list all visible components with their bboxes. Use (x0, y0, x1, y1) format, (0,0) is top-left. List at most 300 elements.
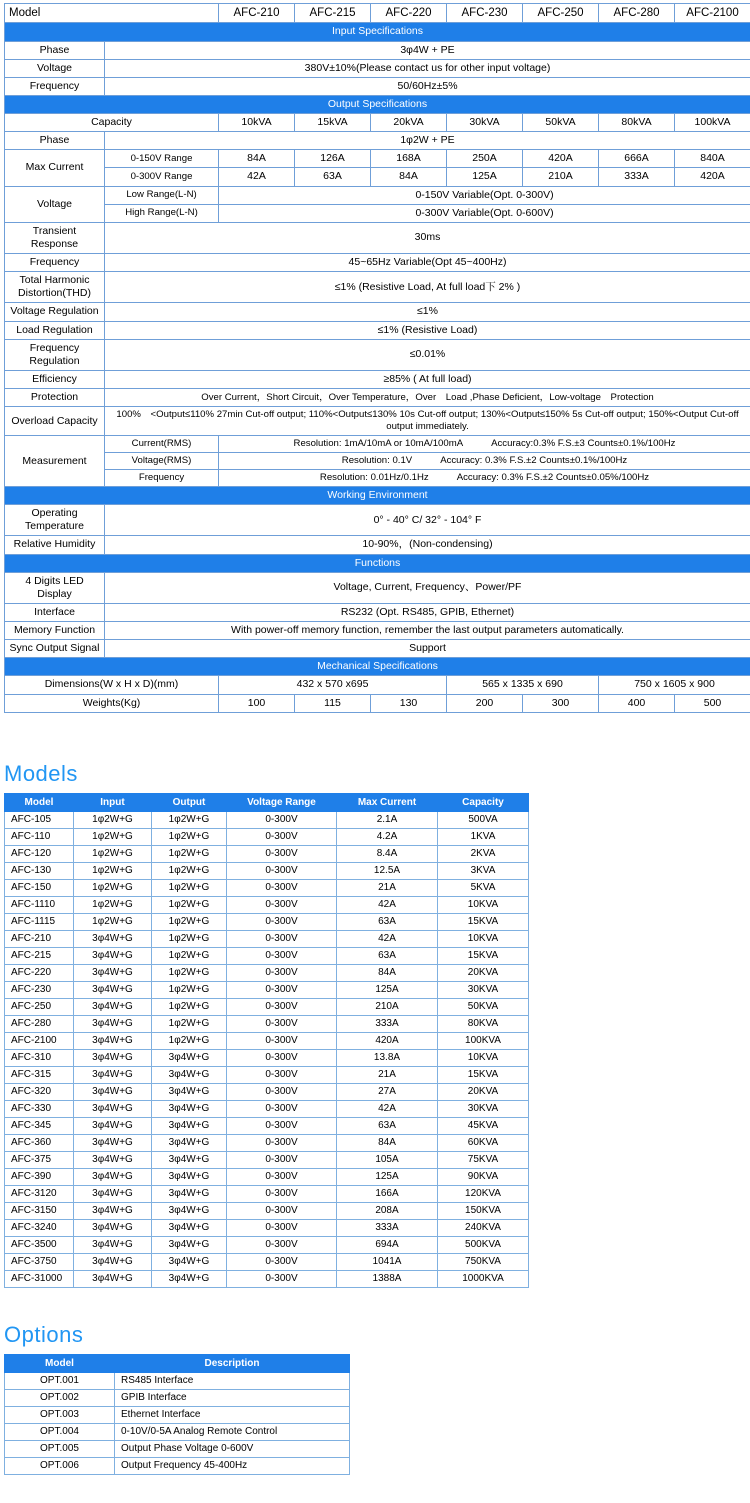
models-cell: AFC-215 (5, 947, 74, 964)
spec-header-model-5: AFC-280 (599, 4, 675, 23)
models-cell: 45KVA (438, 1117, 529, 1134)
spec-row-max-current (5, 150, 750, 168)
models-cell: 3φ4W+G (74, 1185, 152, 1202)
models-cell: AFC-2100 (5, 1032, 74, 1049)
spec-weight-value: 200 (447, 694, 523, 712)
models-cell: 105A (337, 1151, 438, 1168)
spec-row-max-current (5, 168, 750, 186)
models-cell: AFC-150 (5, 879, 74, 896)
models-cell: 3φ4W+G (152, 1117, 227, 1134)
spec-row-label: Frequency (5, 77, 105, 95)
spec-max-current-value: 84A (219, 150, 295, 168)
models-cell: 0-300V (227, 828, 337, 845)
options-model-cell: OPT.004 (5, 1423, 115, 1440)
measurement-resolution: Resolution: 1mA/10mA or 10mA/100mA (294, 438, 464, 449)
models-cell: 30KVA (438, 1100, 529, 1117)
measurement-accuracy: Accuracy: 0.3% F.S.±2 Counts±0.05%/100Hz (457, 472, 649, 483)
models-cell: 63A (337, 1117, 438, 1134)
spec-capacity-value: 10kVA (219, 114, 295, 132)
models-cell: AFC-210 (5, 930, 74, 947)
table-row (5, 1049, 529, 1066)
measurement-resolution: Resolution: 0.01Hz/0.1Hz (320, 472, 429, 483)
models-cell: 1φ2W+G (74, 879, 152, 896)
spec-row-label: Measurement (5, 436, 105, 487)
spec-row-value: 0-300V Variable(Opt. 0-600V) (219, 204, 750, 222)
spec-row-capacity (5, 114, 750, 132)
models-cell: 8.4A (337, 845, 438, 862)
options-description-cell: GPIB Interface (115, 1389, 350, 1406)
spec-row (5, 640, 750, 658)
models-cell: AFC-120 (5, 845, 74, 862)
models-cell: 1φ2W+G (74, 862, 152, 879)
spec-row-value (219, 453, 750, 470)
spec-row-measurement (5, 453, 750, 470)
models-cell: 0-300V (227, 947, 337, 964)
table-row (5, 1423, 350, 1440)
models-cell: 13.8A (337, 1049, 438, 1066)
models-cell: 3φ4W+G (74, 1270, 152, 1287)
models-cell: 1φ2W+G (152, 862, 227, 879)
models-cell: 0-300V (227, 845, 337, 862)
models-cell: 0-300V (227, 879, 337, 896)
spec-row-value: Over Current，Short Circuit，Over Temperature，Over Load ,Phase Deficient，Low-voltage Protection (105, 389, 750, 407)
spec-row (5, 222, 750, 253)
table-row (5, 947, 529, 964)
spec-row (5, 407, 750, 436)
section-functions-label: Functions (5, 554, 750, 572)
models-cell: 3φ4W+G (152, 1236, 227, 1253)
models-cell: AFC-105 (5, 811, 74, 828)
spec-row-label: Frequency Regulation (5, 339, 105, 370)
spec-row (5, 603, 750, 621)
spec-row-label: Capacity (5, 114, 219, 132)
models-cell: 84A (337, 1134, 438, 1151)
models-cell: 0-300V (227, 1253, 337, 1270)
models-cell: 3φ4W+G (152, 1253, 227, 1270)
spec-row-sublabel: Current(RMS) (105, 436, 219, 453)
models-cell: 80KVA (438, 1015, 529, 1032)
spec-max-current-value: 420A (675, 168, 750, 186)
models-cell: 90KVA (438, 1168, 529, 1185)
spec-row-label: Interface (5, 603, 105, 621)
spec-row-label: Weights(Kg) (5, 694, 219, 712)
models-cell: 1φ2W+G (152, 828, 227, 845)
models-cell: 27A (337, 1083, 438, 1100)
models-cell: 20KVA (438, 1083, 529, 1100)
models-cell: 3φ4W+G (152, 1219, 227, 1236)
models-cell: 3φ4W+G (74, 1083, 152, 1100)
spec-row-value: 50/60Hz±5% (105, 77, 750, 95)
models-cell: AFC-345 (5, 1117, 74, 1134)
spec-row-sublabel: Frequency (105, 470, 219, 487)
models-col-header-5: Capacity (438, 793, 529, 811)
spec-row-label: Max Current (5, 150, 105, 186)
models-cell: 42A (337, 930, 438, 947)
spec-max-current-value: 42A (219, 168, 295, 186)
models-cell: 10KVA (438, 930, 529, 947)
spec-header-model-1: AFC-215 (295, 4, 371, 23)
models-cell: 15KVA (438, 1066, 529, 1083)
spec-row (5, 254, 750, 272)
models-cell: AFC-3240 (5, 1219, 74, 1236)
options-description-cell: 0-10V/0-5A Analog Remote Control (115, 1423, 350, 1440)
spec-row-dimensions (5, 676, 750, 694)
spec-capacity-value: 20kVA (371, 114, 447, 132)
models-cell: AFC-375 (5, 1151, 74, 1168)
table-row (5, 964, 529, 981)
models-cell: 2.1A (337, 811, 438, 828)
spec-row-label: 4 Digits LED Display (5, 572, 105, 603)
section-mechanical-specifications-label: Mechanical Specifications (5, 658, 750, 676)
models-cell: 1041A (337, 1253, 438, 1270)
models-cell: 420A (337, 1032, 438, 1049)
options-model-cell: OPT.005 (5, 1440, 115, 1457)
models-cell: 0-300V (227, 1270, 337, 1287)
models-cell: 1φ2W+G (152, 981, 227, 998)
spec-row-sublabel: Voltage(RMS) (105, 453, 219, 470)
models-cell: AFC-130 (5, 862, 74, 879)
spec-dimensions-value: 432 x 570 x695 (219, 676, 447, 694)
spec-row-value: 1φ2W + PE (105, 132, 750, 150)
table-row (5, 811, 529, 828)
spec-max-current-value: 125A (447, 168, 523, 186)
spec-weight-value: 115 (295, 694, 371, 712)
spec-row (5, 339, 750, 370)
spec-capacity-value: 100kVA (675, 114, 750, 132)
models-cell: 3φ4W+G (152, 1083, 227, 1100)
models-cell: 3φ4W+G (152, 1100, 227, 1117)
models-cell: AFC-360 (5, 1134, 74, 1151)
models-cell: 15KVA (438, 947, 529, 964)
models-cell: 0-300V (227, 998, 337, 1015)
models-cell: 0-300V (227, 862, 337, 879)
table-row (5, 1151, 529, 1168)
models-cell: 0-300V (227, 1134, 337, 1151)
spec-row-measurement (5, 436, 750, 453)
models-cell: 1388A (337, 1270, 438, 1287)
models-cell: 1φ2W+G (152, 964, 227, 981)
models-cell: 12.5A (337, 862, 438, 879)
spec-row-sublabel: High Range(L-N) (105, 204, 219, 222)
spec-capacity-value: 15kVA (295, 114, 371, 132)
table-row (5, 1253, 529, 1270)
spec-row-value: ≥85% ( At full load) (105, 370, 750, 388)
spec-row-sublabel: 0-300V Range (105, 168, 219, 186)
options-model-cell: OPT.002 (5, 1389, 115, 1406)
measurement-accuracy: Accuracy: 0.3% F.S.±2 Counts±0.1%/100Hz (440, 455, 627, 466)
measurement-resolution: Resolution: 0.1V (342, 455, 412, 466)
table-row (5, 1066, 529, 1083)
models-cell: 1φ2W+G (152, 998, 227, 1015)
spec-capacity-value: 80kVA (599, 114, 675, 132)
spec-row-label: Total Harmonic Distortion(THD) (5, 272, 105, 303)
models-cell: AFC-330 (5, 1100, 74, 1117)
models-cell: 1φ2W+G (152, 947, 227, 964)
spec-row (5, 41, 750, 59)
models-cell: 0-300V (227, 1185, 337, 1202)
models-cell: 10KVA (438, 896, 529, 913)
models-cell: 1φ2W+G (152, 1015, 227, 1032)
section-input-specifications (5, 23, 750, 41)
table-row (5, 913, 529, 930)
spec-dimensions-value: 750 x 1605 x 900 (599, 676, 750, 694)
models-cell: 21A (337, 1066, 438, 1083)
models-cell: 0-300V (227, 930, 337, 947)
table-row (5, 1440, 350, 1457)
models-cell: 0-300V (227, 1015, 337, 1032)
models-cell: AFC-3120 (5, 1185, 74, 1202)
table-row (5, 930, 529, 947)
models-cell: AFC-320 (5, 1083, 74, 1100)
table-row (5, 896, 529, 913)
models-cell: AFC-230 (5, 981, 74, 998)
spec-max-current-value: 168A (371, 150, 447, 168)
spec-weight-value: 100 (219, 694, 295, 712)
spec-row-measurement (5, 470, 750, 487)
spec-row-value: 30ms (105, 222, 750, 253)
table-row (5, 1372, 350, 1389)
models-cell: 1φ2W+G (74, 896, 152, 913)
models-cell: 4.2A (337, 828, 438, 845)
models-section-title: Models (4, 761, 750, 787)
models-cell: AFC-3500 (5, 1236, 74, 1253)
models-cell: AFC-220 (5, 964, 74, 981)
table-row (5, 845, 529, 862)
spec-row-value: 3φ4W + PE (105, 41, 750, 59)
models-cell: 3φ4W+G (74, 1117, 152, 1134)
section-output-specifications (5, 95, 750, 113)
spec-capacity-value: 30kVA (447, 114, 523, 132)
spec-row-label: Phase (5, 132, 105, 150)
spec-max-current-value: 126A (295, 150, 371, 168)
table-row (5, 1202, 529, 1219)
models-cell: 0-300V (227, 1151, 337, 1168)
spec-row (5, 536, 750, 554)
models-cell: AFC-250 (5, 998, 74, 1015)
models-cell: 1φ2W+G (74, 845, 152, 862)
spec-row-weights (5, 694, 750, 712)
spec-row-value: ≤1% (Resistive Load) (105, 321, 750, 339)
models-cell: AFC-31000 (5, 1270, 74, 1287)
models-cell: 2KVA (438, 845, 529, 862)
spec-row (5, 77, 750, 95)
table-row (5, 879, 529, 896)
models-cell: 1φ2W+G (152, 913, 227, 930)
spec-max-current-value: 840A (675, 150, 750, 168)
spec-table-section (0, 3, 750, 713)
spec-row-value (219, 470, 750, 487)
models-cell: 3φ4W+G (74, 1219, 152, 1236)
spec-row-value: Support (105, 640, 750, 658)
table-row (5, 1219, 529, 1236)
spec-max-current-value: 420A (523, 150, 599, 168)
models-cell: 1φ2W+G (152, 845, 227, 862)
models-cell: 63A (337, 947, 438, 964)
options-model-cell: OPT.003 (5, 1406, 115, 1423)
spec-row-label: Operating Temperature (5, 505, 105, 536)
spec-row (5, 572, 750, 603)
models-cell: 0-300V (227, 1066, 337, 1083)
models-cell: 0-300V (227, 1100, 337, 1117)
spec-header-model-label: Model (5, 4, 219, 23)
models-cell: 75KVA (438, 1151, 529, 1168)
table-row (5, 1270, 529, 1287)
models-cell: AFC-315 (5, 1066, 74, 1083)
spec-header-model-4: AFC-250 (523, 4, 599, 23)
models-cell: 50KVA (438, 998, 529, 1015)
spec-weight-value: 400 (599, 694, 675, 712)
spec-row (5, 303, 750, 321)
spec-row-value: ≤1% (Resistive Load, At full load下 2% ) (105, 272, 750, 303)
models-cell: 1KVA (438, 828, 529, 845)
models-cell: 166A (337, 1185, 438, 1202)
spec-capacity-value: 50kVA (523, 114, 599, 132)
models-cell: AFC-3750 (5, 1253, 74, 1270)
models-cell: 1000KVA (438, 1270, 529, 1287)
models-cell: 125A (337, 981, 438, 998)
models-cell: 21A (337, 879, 438, 896)
models-cell: 0-300V (227, 1202, 337, 1219)
models-cell: 42A (337, 896, 438, 913)
models-cell: 333A (337, 1015, 438, 1032)
models-cell: 0-300V (227, 1219, 337, 1236)
models-table-header-row (5, 793, 529, 811)
spec-weight-value: 500 (675, 694, 750, 712)
options-table-header-row (5, 1354, 350, 1372)
models-cell: 694A (337, 1236, 438, 1253)
models-cell: 30KVA (438, 981, 529, 998)
spec-max-current-value: 63A (295, 168, 371, 186)
models-cell: 210A (337, 998, 438, 1015)
spec-row (5, 622, 750, 640)
models-cell: 84A (337, 964, 438, 981)
models-cell: 1φ2W+G (152, 1032, 227, 1049)
spec-row (5, 321, 750, 339)
models-col-header-4: Max Current (337, 793, 438, 811)
models-cell: 3φ4W+G (152, 1202, 227, 1219)
table-row (5, 1100, 529, 1117)
models-cell: 0-300V (227, 913, 337, 930)
options-col-header-0: Model (5, 1354, 115, 1372)
spec-row-sublabel: 0-150V Range (105, 150, 219, 168)
models-cell: 1φ2W+G (152, 811, 227, 828)
models-cell: 0-300V (227, 964, 337, 981)
section-working-environment (5, 487, 750, 505)
options-description-cell: RS485 Interface (115, 1372, 350, 1389)
models-cell: 3φ4W+G (74, 1032, 152, 1049)
spec-row (5, 272, 750, 303)
table-row (5, 1406, 350, 1423)
measurement-accuracy: Accuracy:0.3% F.S.±3 Counts±0.1%/100Hz (491, 438, 675, 449)
spec-header-model-2: AFC-220 (371, 4, 447, 23)
spec-max-current-value: 333A (599, 168, 675, 186)
spec-row-value: ≤1% (105, 303, 750, 321)
models-cell: 0-300V (227, 1083, 337, 1100)
models-cell: 3φ4W+G (74, 947, 152, 964)
spec-row-label: Voltage (5, 186, 105, 222)
models-cell: 60KVA (438, 1134, 529, 1151)
spec-weight-value: 130 (371, 694, 447, 712)
models-cell: 333A (337, 1219, 438, 1236)
models-cell: 0-300V (227, 1049, 337, 1066)
spec-row-value (219, 436, 750, 453)
models-cell: 0-300V (227, 896, 337, 913)
models-cell: 3φ4W+G (74, 981, 152, 998)
spec-row-label: Memory Function (5, 622, 105, 640)
spec-row-label: Phase (5, 41, 105, 59)
table-row (5, 1083, 529, 1100)
models-cell: 125A (337, 1168, 438, 1185)
table-row (5, 1236, 529, 1253)
models-cell: 1φ2W+G (74, 913, 152, 930)
models-cell: 240KVA (438, 1219, 529, 1236)
models-col-header-2: Output (152, 793, 227, 811)
models-table (4, 793, 529, 1288)
section-working-environment-label: Working Environment (5, 487, 750, 505)
spec-row-label: Efficiency (5, 370, 105, 388)
options-col-header-1: Description (115, 1354, 350, 1372)
models-cell: 3φ4W+G (152, 1134, 227, 1151)
models-cell: 3φ4W+G (74, 1100, 152, 1117)
spec-max-current-value: 210A (523, 168, 599, 186)
spec-row-value: 380V±10%(Please contact us for other input voltage) (105, 59, 750, 77)
models-cell: 3φ4W+G (74, 1066, 152, 1083)
models-cell: 1φ2W+G (152, 896, 227, 913)
models-cell: 3φ4W+G (152, 1168, 227, 1185)
models-cell: AFC-1115 (5, 913, 74, 930)
models-cell: 0-300V (227, 1236, 337, 1253)
spec-row-value: RS232 (Opt. RS485, GPIB, Ethernet) (105, 603, 750, 621)
table-row (5, 1168, 529, 1185)
spec-max-current-value: 250A (447, 150, 523, 168)
spec-row-label: Dimensions(W x H x D)(mm) (5, 676, 219, 694)
models-cell: 3φ4W+G (74, 930, 152, 947)
table-row (5, 1015, 529, 1032)
options-description-cell: Ethernet Interface (115, 1406, 350, 1423)
models-cell: 3φ4W+G (152, 1066, 227, 1083)
models-cell: 0-300V (227, 1168, 337, 1185)
models-cell: 500VA (438, 811, 529, 828)
spec-row-label: Overload Capacity (5, 407, 105, 436)
spec-max-current-value: 666A (599, 150, 675, 168)
spec-row-label: Sync Output Signal (5, 640, 105, 658)
models-cell: 3φ4W+G (74, 1015, 152, 1032)
spec-row-value: ≤0.01% (105, 339, 750, 370)
models-cell: 500KVA (438, 1236, 529, 1253)
table-row (5, 1032, 529, 1049)
spec-header-model-3: AFC-230 (447, 4, 523, 23)
models-cell: 0-300V (227, 1032, 337, 1049)
models-cell: 1φ2W+G (74, 811, 152, 828)
models-cell: 120KVA (438, 1185, 529, 1202)
models-cell: 3φ4W+G (74, 1134, 152, 1151)
models-cell: 0-300V (227, 1117, 337, 1134)
spec-row (5, 370, 750, 388)
models-cell: AFC-310 (5, 1049, 74, 1066)
options-model-cell: OPT.006 (5, 1457, 115, 1474)
models-cell: 3φ4W+G (152, 1151, 227, 1168)
models-cell: AFC-280 (5, 1015, 74, 1032)
spec-dimensions-value: 565 x 1335 x 690 (447, 676, 599, 694)
models-cell: 150KVA (438, 1202, 529, 1219)
models-cell: AFC-1110 (5, 896, 74, 913)
models-cell: 63A (337, 913, 438, 930)
spec-max-current-value: 84A (371, 168, 447, 186)
section-mechanical-specifications (5, 658, 750, 676)
models-cell: 0-300V (227, 981, 337, 998)
models-cell: 100KVA (438, 1032, 529, 1049)
spec-header-model-6: AFC-2100 (675, 4, 750, 23)
